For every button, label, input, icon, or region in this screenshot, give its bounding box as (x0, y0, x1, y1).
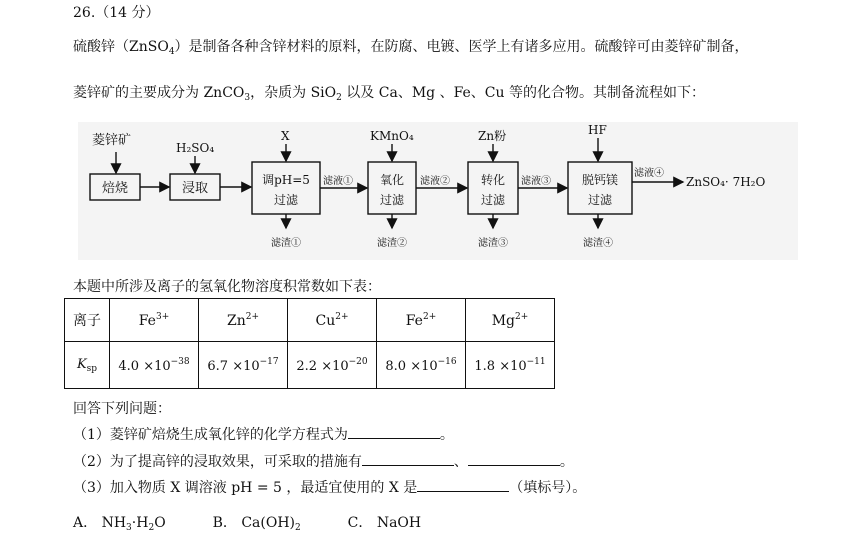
ion-charge: 3+ (155, 311, 170, 322)
reagent-x: X (281, 129, 290, 143)
intro-text: ）是制备各种含锌材料的原料，在防腐、电镀、医学上有诸多应用。硫酸锌可由菱锌矿制备， (174, 39, 749, 55)
start-material-label: 菱锌矿 (92, 133, 132, 148)
option-b-label: B． (212, 515, 237, 531)
option-c[interactable] (348, 515, 421, 531)
ion-header-cell: 离子 (65, 299, 110, 342)
question-number: 26. (73, 5, 96, 21)
question-3 (73, 477, 586, 497)
option-a-text: NH (101, 515, 127, 531)
filter-label: 过滤 (379, 193, 405, 207)
subscript: 4 (168, 47, 175, 57)
times-ten: ×10 (143, 358, 171, 374)
answer-prompt: 回答下列问题： (73, 401, 171, 417)
ksp-exponent: −20 (348, 356, 368, 367)
times-ten: ×10 (410, 358, 438, 374)
subscript: 2 (336, 93, 342, 103)
ion-symbol: Fe (138, 312, 156, 329)
ksp-mantissa: 6.7 (207, 358, 229, 374)
times-ten: ×10 (321, 358, 349, 374)
filter-label: 过滤 (587, 193, 613, 207)
ksp-exponent: −38 (170, 356, 190, 367)
ksp-value-cell (110, 342, 199, 389)
answer-blank-3[interactable] (417, 479, 509, 492)
filtrate-4-label: 滤液④ (634, 168, 664, 179)
option-a-label: A． (73, 515, 98, 531)
process-flowchart (78, 122, 798, 260)
ion-cell (110, 299, 199, 342)
filtrate-3-label: 滤液③ (521, 176, 551, 187)
ksp-exponent: −16 (437, 356, 457, 367)
option-b[interactable] (213, 515, 301, 531)
option-a-text: ·H (131, 515, 149, 531)
intro-text: 以及 Ca、Mg 、Fe、Cu 等的化合物。其制备流程如下： (341, 85, 705, 101)
question-1-text: （1）菱锌矿焙烧生成氧化锌的化学方程式为 (73, 427, 348, 443)
ksp-value-row (65, 342, 555, 389)
ion-cell (466, 299, 555, 342)
subscript: 2 (148, 523, 155, 533)
times-ten: ×10 (232, 358, 260, 374)
question-3-text: （3）加入物质 X 调溶液 pH = 5 ，最适宜使用的 X 是 (73, 480, 418, 496)
reagent-zn-powder: Zn粉 (478, 129, 507, 143)
ksp-value-cell (199, 342, 288, 389)
ion-header-row (65, 299, 555, 342)
ksp-label-cell (65, 342, 110, 389)
filter-label: 过滤 (480, 193, 506, 207)
ksp-mantissa: 4.0 (118, 358, 140, 374)
question-3-end: （填标号）。 (509, 480, 587, 496)
ksp-symbol: K (76, 356, 87, 372)
table-intro: 本题中所涉及离子的氢氧化物溶度积常数如下表： (73, 279, 381, 295)
option-c-label: C． (347, 515, 373, 531)
decalcification-label: 脱钙镁 (581, 173, 619, 187)
ksp-subscript: sp (86, 363, 98, 374)
ksp-mantissa: 8.0 (385, 358, 407, 374)
ion-symbol: Cu (315, 312, 336, 329)
residue-1-label: 滤渣① (271, 238, 301, 249)
answer-blank-1[interactable] (348, 426, 440, 439)
residue-3-label: 滤渣③ (478, 238, 508, 249)
question-header (73, 2, 160, 22)
reagent-kmno4: KMnO₄ (370, 129, 414, 143)
intro-line-2 (73, 82, 705, 103)
product-label: ZnSO₄· 7H₂O (686, 175, 766, 189)
intro-text: 菱锌矿的主要成分为 ZnCO (73, 85, 245, 101)
subscript: 2 (295, 523, 301, 533)
question-2-text: （2）为了提高锌的浸取效果，可采取的措施有 (73, 454, 362, 470)
ksp-value-cell (288, 342, 377, 389)
option-b-text: Ca(OH) (241, 515, 295, 531)
ion-charge: 2+ (335, 311, 349, 322)
answer-blank-2b[interactable] (468, 453, 560, 466)
reagent-h2so4: H₂SO₄ (176, 141, 215, 155)
question-2-separator: 、 (453, 454, 468, 470)
conversion-label: 转化 (480, 173, 506, 187)
question-2 (73, 451, 574, 471)
ph-label: 调pH=5 (262, 173, 310, 187)
leach-label: 浸取 (181, 181, 209, 196)
ksp-exponent: −11 (526, 356, 546, 367)
ion-cell (377, 299, 466, 342)
option-a-text: O (154, 515, 166, 531)
ion-cell (288, 299, 377, 342)
intro-line-1 (73, 36, 749, 57)
answer-blank-2a[interactable] (362, 453, 454, 466)
subscript: 3 (244, 93, 251, 103)
intro-text: 硫酸锌（ZnSO (73, 39, 169, 55)
ion-charge: 2+ (515, 311, 529, 322)
ksp-table (64, 298, 555, 389)
question-score: （14 分） (95, 5, 160, 21)
times-ten: ×10 (499, 358, 527, 374)
filter-label: 过滤 (273, 193, 299, 207)
question-2-end: 。 (559, 454, 574, 470)
ion-charge: 2+ (422, 311, 437, 322)
ion-cell (199, 299, 288, 342)
ksp-mantissa: 1.8 (474, 358, 496, 374)
intro-text: ，杂质为 SiO (250, 85, 337, 101)
reagent-hf: HF (588, 123, 607, 137)
options-row (73, 512, 421, 533)
question-1-end: 。 (439, 427, 454, 443)
ion-symbol: Mg (491, 312, 515, 329)
ksp-value-cell (466, 342, 555, 389)
residue-2-label: 滤渣② (377, 238, 407, 249)
filtrate-1-label: 滤液① (323, 176, 353, 187)
option-a[interactable] (73, 515, 166, 531)
ksp-value-cell (377, 342, 466, 389)
filtrate-2-label: 滤液② (420, 176, 450, 187)
option-c-text: NaOH (376, 515, 422, 531)
residue-4-label: 滤渣④ (583, 238, 613, 249)
ion-charge: 2+ (245, 311, 260, 322)
roast-label: 焙烧 (101, 181, 129, 196)
ksp-mantissa: 2.2 (296, 358, 318, 374)
subscript: 3 (126, 523, 132, 533)
ksp-exponent: −17 (259, 356, 279, 367)
question-1 (73, 424, 454, 444)
ion-symbol: Zn (226, 312, 246, 329)
ion-symbol: Fe (405, 312, 423, 329)
oxidation-label: 氧化 (379, 173, 405, 187)
